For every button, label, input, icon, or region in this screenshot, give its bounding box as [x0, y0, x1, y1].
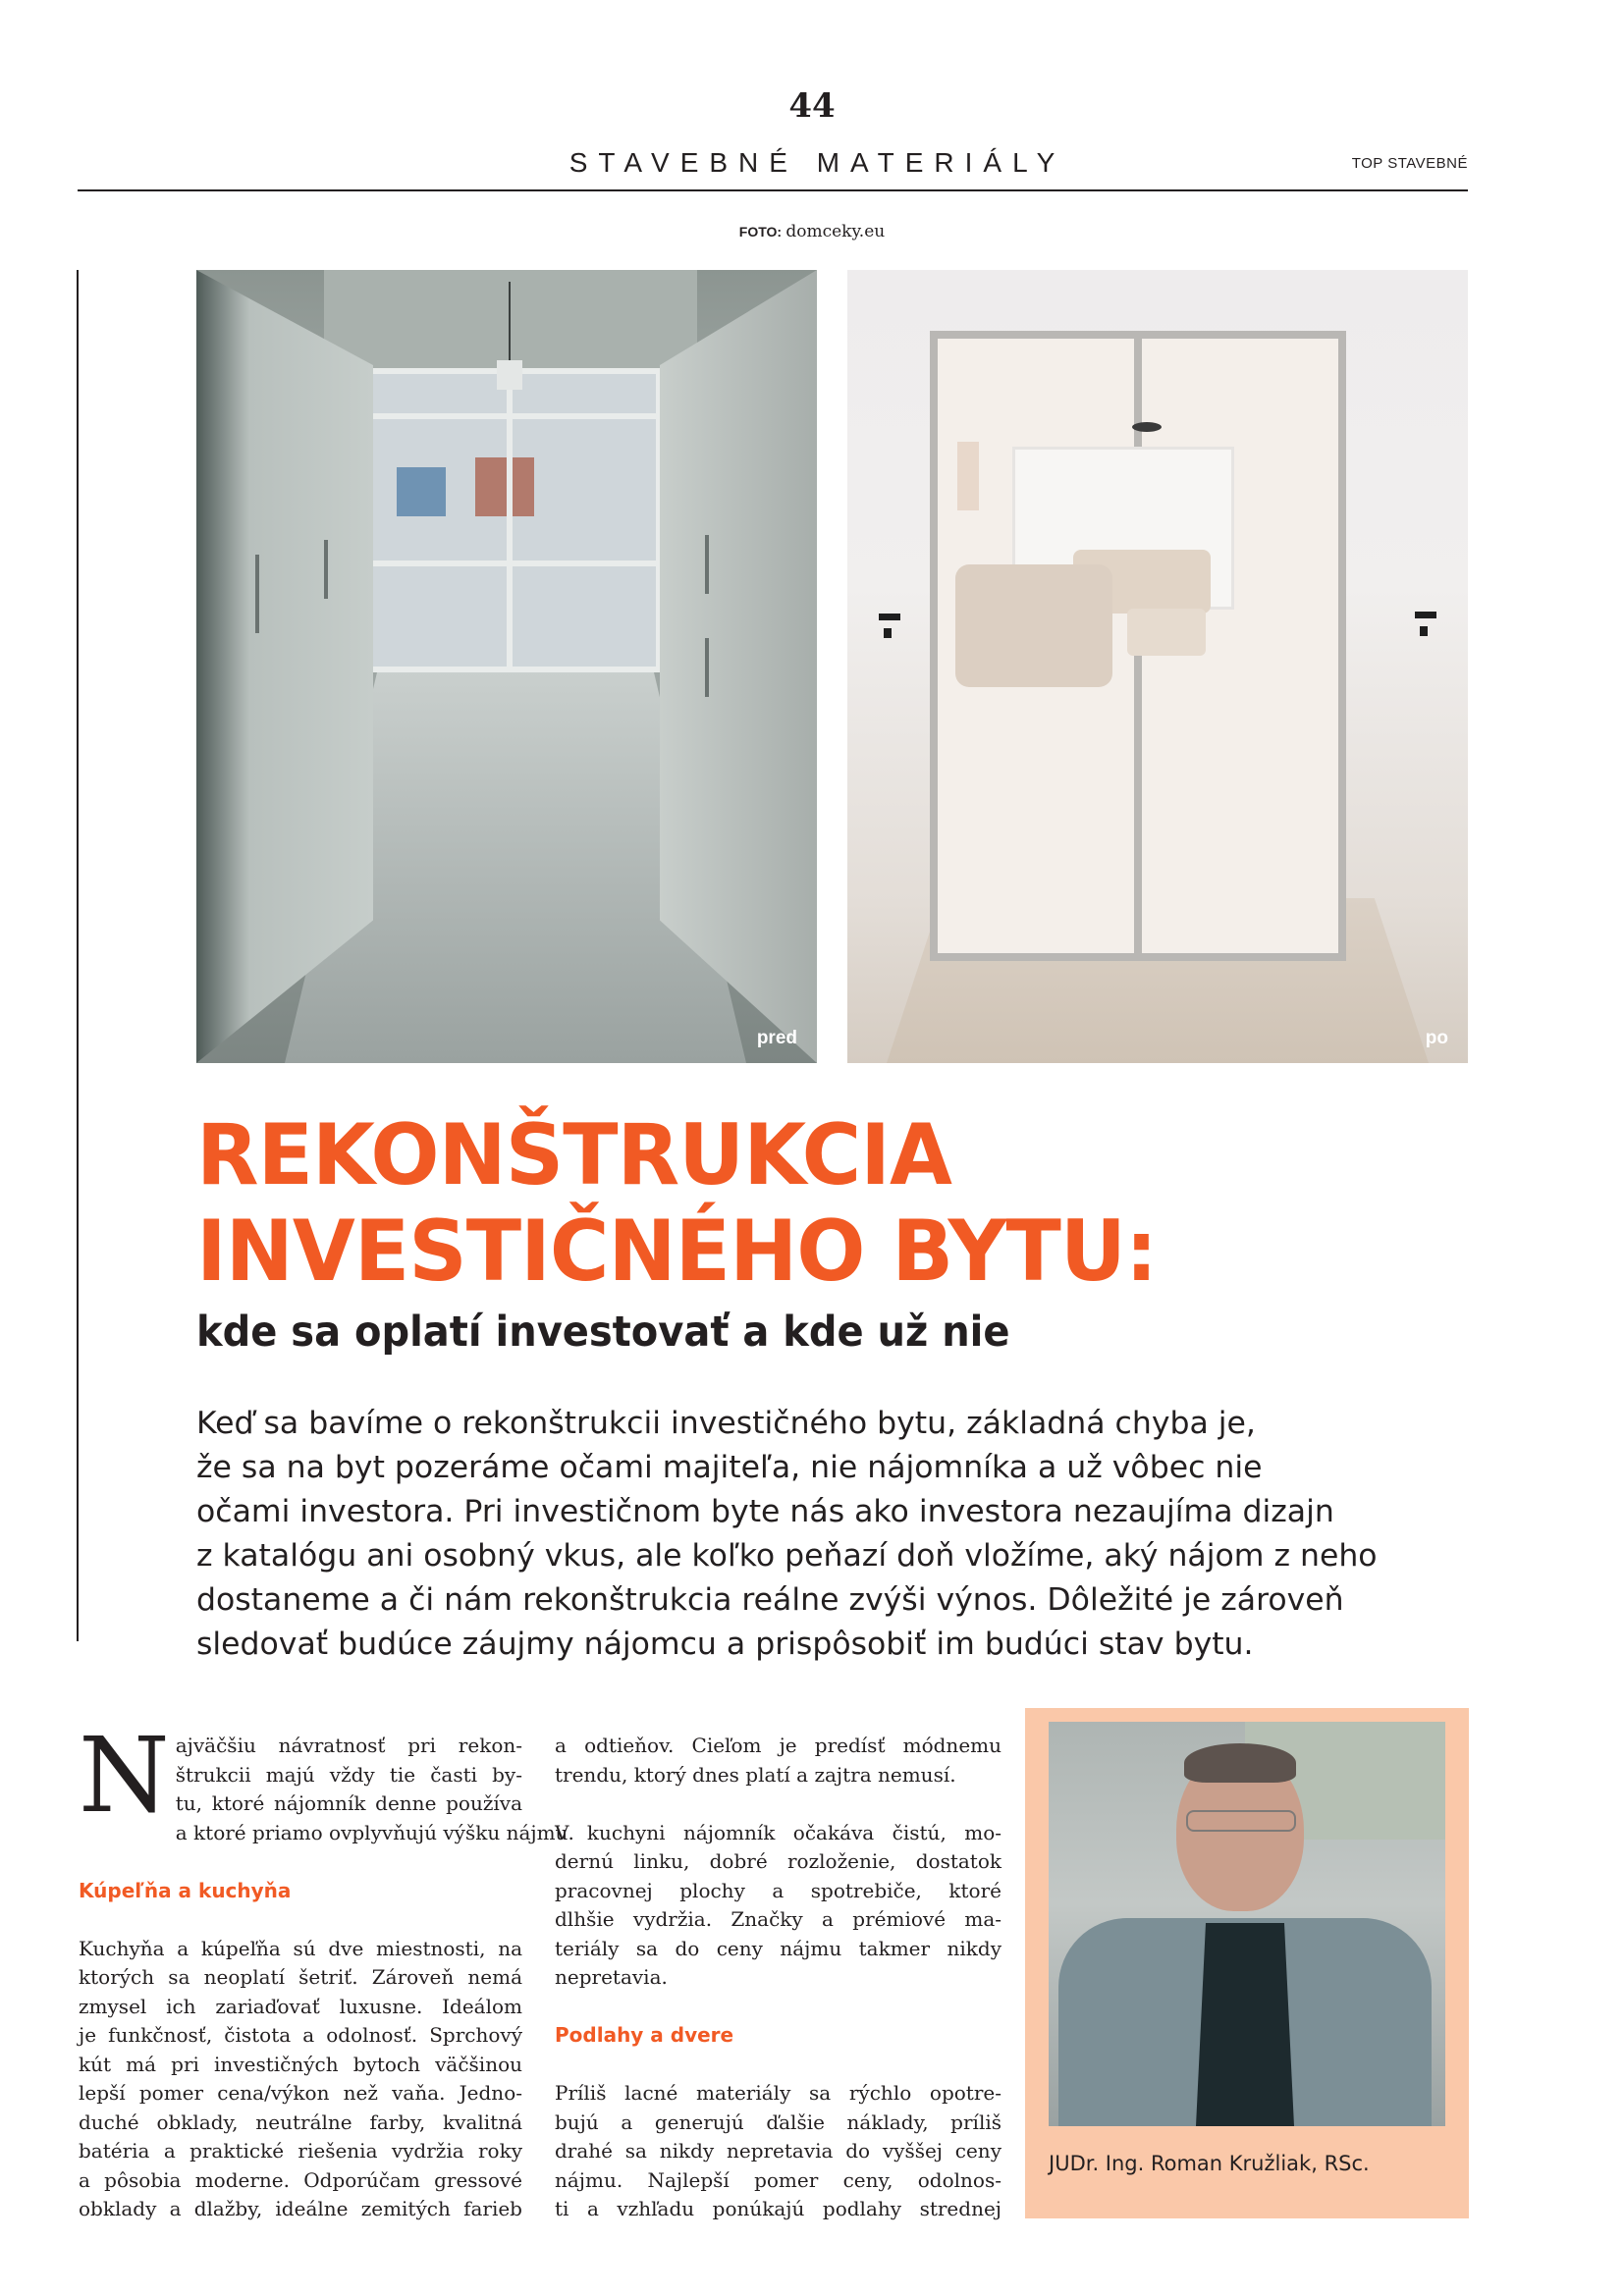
- lead-line: že sa na byt pozeráme očami majiteľa, nie nájomníka a už vôbec nie: [196, 1450, 1263, 1485]
- body-line: pracovnej plochy a spotrebiče, ktoré: [555, 1878, 1001, 1902]
- paragraph: [555, 1819, 1001, 1993]
- before-window: [352, 368, 662, 672]
- wardrobe-handle: [705, 535, 709, 594]
- ceiling-lamp-cord: [509, 282, 511, 370]
- body-line: dlhšie vydržia. Značky a prémiové ma-: [555, 1907, 1001, 1931]
- author-box: [1025, 1708, 1469, 2218]
- photo-after: [847, 270, 1468, 1063]
- lead-line: očami investora. Pri investičnom byte nás ako investora nezaujíma dizajn: [196, 1494, 1334, 1529]
- body-line: Kuchyňa a kúpeľňa sú dve miestnosti, na: [79, 1936, 522, 1960]
- lead-line: z katalógu ani osobný vkus, ale koľko peňazí doň vložíme, aký nájom z neho: [196, 1538, 1378, 1574]
- page-number: 44: [788, 86, 836, 126]
- body-line: duché obklady, neutrálne farby, kvalitná: [79, 2109, 522, 2134]
- photo-credit-source: domceky.eu: [785, 222, 886, 241]
- window-mullion: [507, 374, 513, 667]
- subheading-floors-doors: Podlahy a dvere: [555, 2023, 734, 2047]
- body-line: bujú a generujú ďalšie náklady, príliš: [555, 2109, 1001, 2134]
- wall-picture: [957, 442, 979, 510]
- intro-paragraph: [79, 1715, 574, 1847]
- headline-line: REKONŠTRUKCIA: [196, 1106, 951, 1204]
- paragraph: [555, 2079, 1001, 2224]
- body-column-2: [555, 1732, 1001, 2224]
- side-rule: [77, 270, 79, 1641]
- body-line: kút má pri investičných bytoch väčšinou: [79, 2052, 522, 2076]
- body-line: a pôsobia moderne. Odporúčam gressové: [79, 2167, 522, 2192]
- paragraph: [79, 1935, 522, 2224]
- body-line: štrukcii majú vždy tie časti by-: [175, 1762, 522, 1787]
- body-line: lepší pomer cena/výkon než vaňa. Jedno-: [79, 2081, 522, 2105]
- body-line: drahé sa nikdy nepretavia do vyššej ceny: [555, 2139, 1001, 2163]
- article-subheadline: kde sa oplatí investovať a kde už nie: [196, 1308, 1010, 1357]
- body-line: je funkčnosť, čistota a odolnosť. Sprchový: [79, 2023, 522, 2047]
- wardrobe-handle: [255, 555, 259, 633]
- body-line: nájmu. Najlepší pomer ceny, odolnos-: [555, 2167, 1001, 2192]
- magazine-name: TOP STAVEBNÉ: [1351, 155, 1468, 172]
- lead-paragraph: [196, 1402, 1492, 1667]
- wardrobe-handle: [324, 540, 328, 599]
- body-line: ajväčšiu návratnosť pri rekon-: [175, 1734, 522, 1757]
- door-handle: [879, 614, 900, 620]
- body-line: zmysel ich zariaďovať luxusne. Ideálom: [79, 1994, 522, 2018]
- body-line: ktorých sa neoplatí šetriť. Zároveň nemá: [79, 1965, 522, 1989]
- photo-label-before: pred: [756, 1028, 797, 1048]
- author-photo: [1049, 1722, 1445, 2126]
- body-line: obklady a dlažby, ideálne zemitých farieb: [79, 2197, 522, 2220]
- author-hair: [1184, 1743, 1296, 1783]
- ceiling-lamp: [1132, 422, 1162, 432]
- lead-line: dostaneme a či nám rekonštrukcia reálne zvýši výnos. Dôležité je zároveň: [196, 1582, 1344, 1618]
- body-line: Príliš lacné materiály sa rýchlo opotre-: [555, 2081, 1001, 2105]
- body-line: nepretavia.: [555, 1965, 668, 1989]
- body-line: tu, ktoré nájomník denne používa: [175, 1791, 522, 1815]
- photo-label-after: po: [1425, 1028, 1448, 1048]
- lead-line: sledovať budúce záujmy nájomcu a prispôsobiť im budúci stav bytu.: [196, 1627, 1254, 1662]
- lounge-chair: [955, 564, 1112, 687]
- subheading-bathroom-kitchen: Kúpeľňa a kuchyňa: [79, 1878, 292, 1902]
- ottoman: [1127, 609, 1206, 656]
- article-headline: [196, 1107, 1157, 1300]
- glasses-icon: [1186, 1810, 1296, 1832]
- photo-credit-label: FOTO:: [738, 224, 783, 240]
- ceiling-lamp: [497, 360, 522, 390]
- body-line: ti a vzhľadu ponúkajú podlahy strednej: [555, 2197, 1001, 2220]
- author-name: JUDr. Ing. Roman Kružliak, RSc.: [1049, 2152, 1370, 2175]
- door-lock: [1420, 626, 1428, 636]
- body-line: a ktoré priamo ovplyvňujú výšku nájmu.: [175, 1820, 574, 1844]
- drop-cap: N: [79, 1715, 170, 1836]
- body-line: V kuchyni nájomník očakáva čistú, mo-: [555, 1820, 1001, 1844]
- door-handle: [1415, 612, 1436, 618]
- headline-line: INVESTIČNÉHO BYTU:: [196, 1202, 1157, 1301]
- photo-credit: [0, 222, 1624, 241]
- body-column-1: [79, 1715, 574, 2224]
- body-line: trendu, ktorý dnes platí a zajtra nemusí.: [555, 1762, 956, 1787]
- window-building: [397, 467, 446, 516]
- door-lock: [884, 628, 892, 638]
- paragraph: [555, 1732, 1001, 1789]
- window-building: [475, 457, 534, 516]
- photo-before: [196, 270, 817, 1063]
- wardrobe-handle: [705, 638, 709, 697]
- body-line: teriály sa do ceny nájmu takmer nikdy: [555, 1936, 1001, 1960]
- body-line: batéria a praktické riešenia vydržia roky: [79, 2139, 522, 2163]
- header-rule: [78, 189, 1468, 191]
- body-line: a odtieňov. Cieľom je predísť módnemu: [555, 1734, 1001, 1757]
- section-title: STAVEBNÉ MATERIÁLY: [568, 147, 1066, 178]
- body-line: dernú linku, dobré rozloženie, dostatok: [555, 1849, 1001, 1873]
- lead-line: Keď sa bavíme o rekonštrukcii investičného bytu, základná chyba je,: [196, 1406, 1256, 1441]
- author-shirt: [1196, 1923, 1294, 2126]
